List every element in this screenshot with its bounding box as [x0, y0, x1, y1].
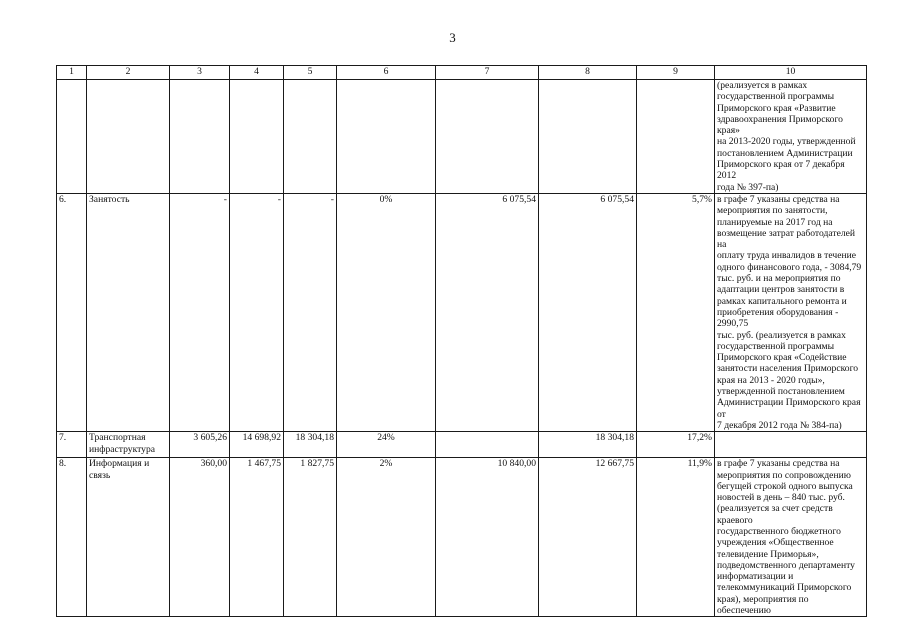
cell-col-7: 10 840,00 — [436, 458, 539, 617]
page-number: 3 — [449, 30, 456, 45]
cell-col-4 — [230, 80, 284, 194]
table-row — [57, 458, 867, 617]
cell-col-8: 6 075,54 — [539, 193, 637, 431]
column-header: 5 — [284, 66, 337, 80]
cell-col-6: 2% — [337, 458, 436, 617]
row-note: (реализуется в рамках государственной программы Приморского края «Развитие здравоохранения Приморского края» на 2013-2020 годы, утвержденной постановлением Администрации Приморского края от 7 декабря 2012 года № 397-па) — [715, 80, 867, 194]
cell-col-5: 1 827,75 — [284, 458, 337, 617]
row-name — [87, 80, 170, 194]
column-header: 1 — [57, 66, 87, 80]
cell-col-4: - — [230, 193, 284, 431]
table-body — [57, 80, 867, 617]
row-name: Занятость — [87, 193, 170, 431]
row-number: 7. — [57, 432, 87, 458]
row-number — [57, 80, 87, 194]
cell-col-4: 1 467,75 — [230, 458, 284, 617]
data-table — [56, 65, 867, 617]
column-header: 10 — [715, 66, 867, 80]
row-name: Транспортная инфраструктура — [87, 432, 170, 458]
cell-col-3: 3 605,26 — [170, 432, 230, 458]
cell-col-8: 18 304,18 — [539, 432, 637, 458]
cell-col-5 — [284, 80, 337, 194]
column-header: 8 — [539, 66, 637, 80]
column-header: 6 — [337, 66, 436, 80]
column-header: 9 — [637, 66, 715, 80]
table-row — [57, 193, 867, 431]
cell-col-8 — [539, 80, 637, 194]
cell-col-7: 6 075,54 — [436, 193, 539, 431]
cell-col-3 — [170, 80, 230, 194]
column-header: 4 — [230, 66, 284, 80]
table-header — [57, 66, 867, 80]
cell-col-8: 12 667,75 — [539, 458, 637, 617]
row-note — [715, 432, 867, 458]
cell-col-3: 360,00 — [170, 458, 230, 617]
cell-col-4: 14 698,92 — [230, 432, 284, 458]
cell-col-7 — [436, 80, 539, 194]
column-header: 2 — [87, 66, 170, 80]
cell-col-9: 5,7% — [637, 193, 715, 431]
cell-col-9 — [637, 80, 715, 194]
cell-col-7 — [436, 432, 539, 458]
cell-col-5: 18 304,18 — [284, 432, 337, 458]
cell-col-9: 17,2% — [637, 432, 715, 458]
row-name: Информация и связь — [87, 458, 170, 617]
column-header: 7 — [436, 66, 539, 80]
header-row — [57, 66, 867, 80]
cell-col-3: - — [170, 193, 230, 431]
cell-col-9: 11,9% — [637, 458, 715, 617]
cell-col-6: 24% — [337, 432, 436, 458]
cell-col-6: 0% — [337, 193, 436, 431]
column-header: 3 — [170, 66, 230, 80]
row-number: 8. — [57, 458, 87, 617]
table-row — [57, 80, 867, 194]
row-note: в графе 7 указаны средства на мероприятия по занятости, планируемые на 2017 год на возмещение затрат работодателей на оплату труда инвалидов в течение одного финансового года, - 3084,79 тыс. руб. и на мероприятия по адаптации центров занятости в рамках капитального ремонта и приобретения оборудования - 2990,75 тыс. руб. (реализуется в рамках государственной программы Приморского края «Содействие занятости населения Приморского края на 2013 - 2020 годы», утвержденной постановлением Администрации Приморского края от 7 декабря 2012 года № 384-па) — [715, 193, 867, 431]
row-note: в графе 7 указаны средства на мероприятия по сопровождению бегущей строкой одного выпуска новостей в день – 840 тыс. руб. (реализуется за счет средств краевого государственного бюджетного учреждения «Общественное телевидение Приморья», подведомственного департаменту информатизации и телекоммуникаций Приморского края), мероприятия по обеспечению — [715, 458, 867, 617]
cell-col-6 — [337, 80, 436, 194]
table-row — [57, 432, 867, 458]
row-number: 6. — [57, 193, 87, 431]
cell-col-5: - — [284, 193, 337, 431]
